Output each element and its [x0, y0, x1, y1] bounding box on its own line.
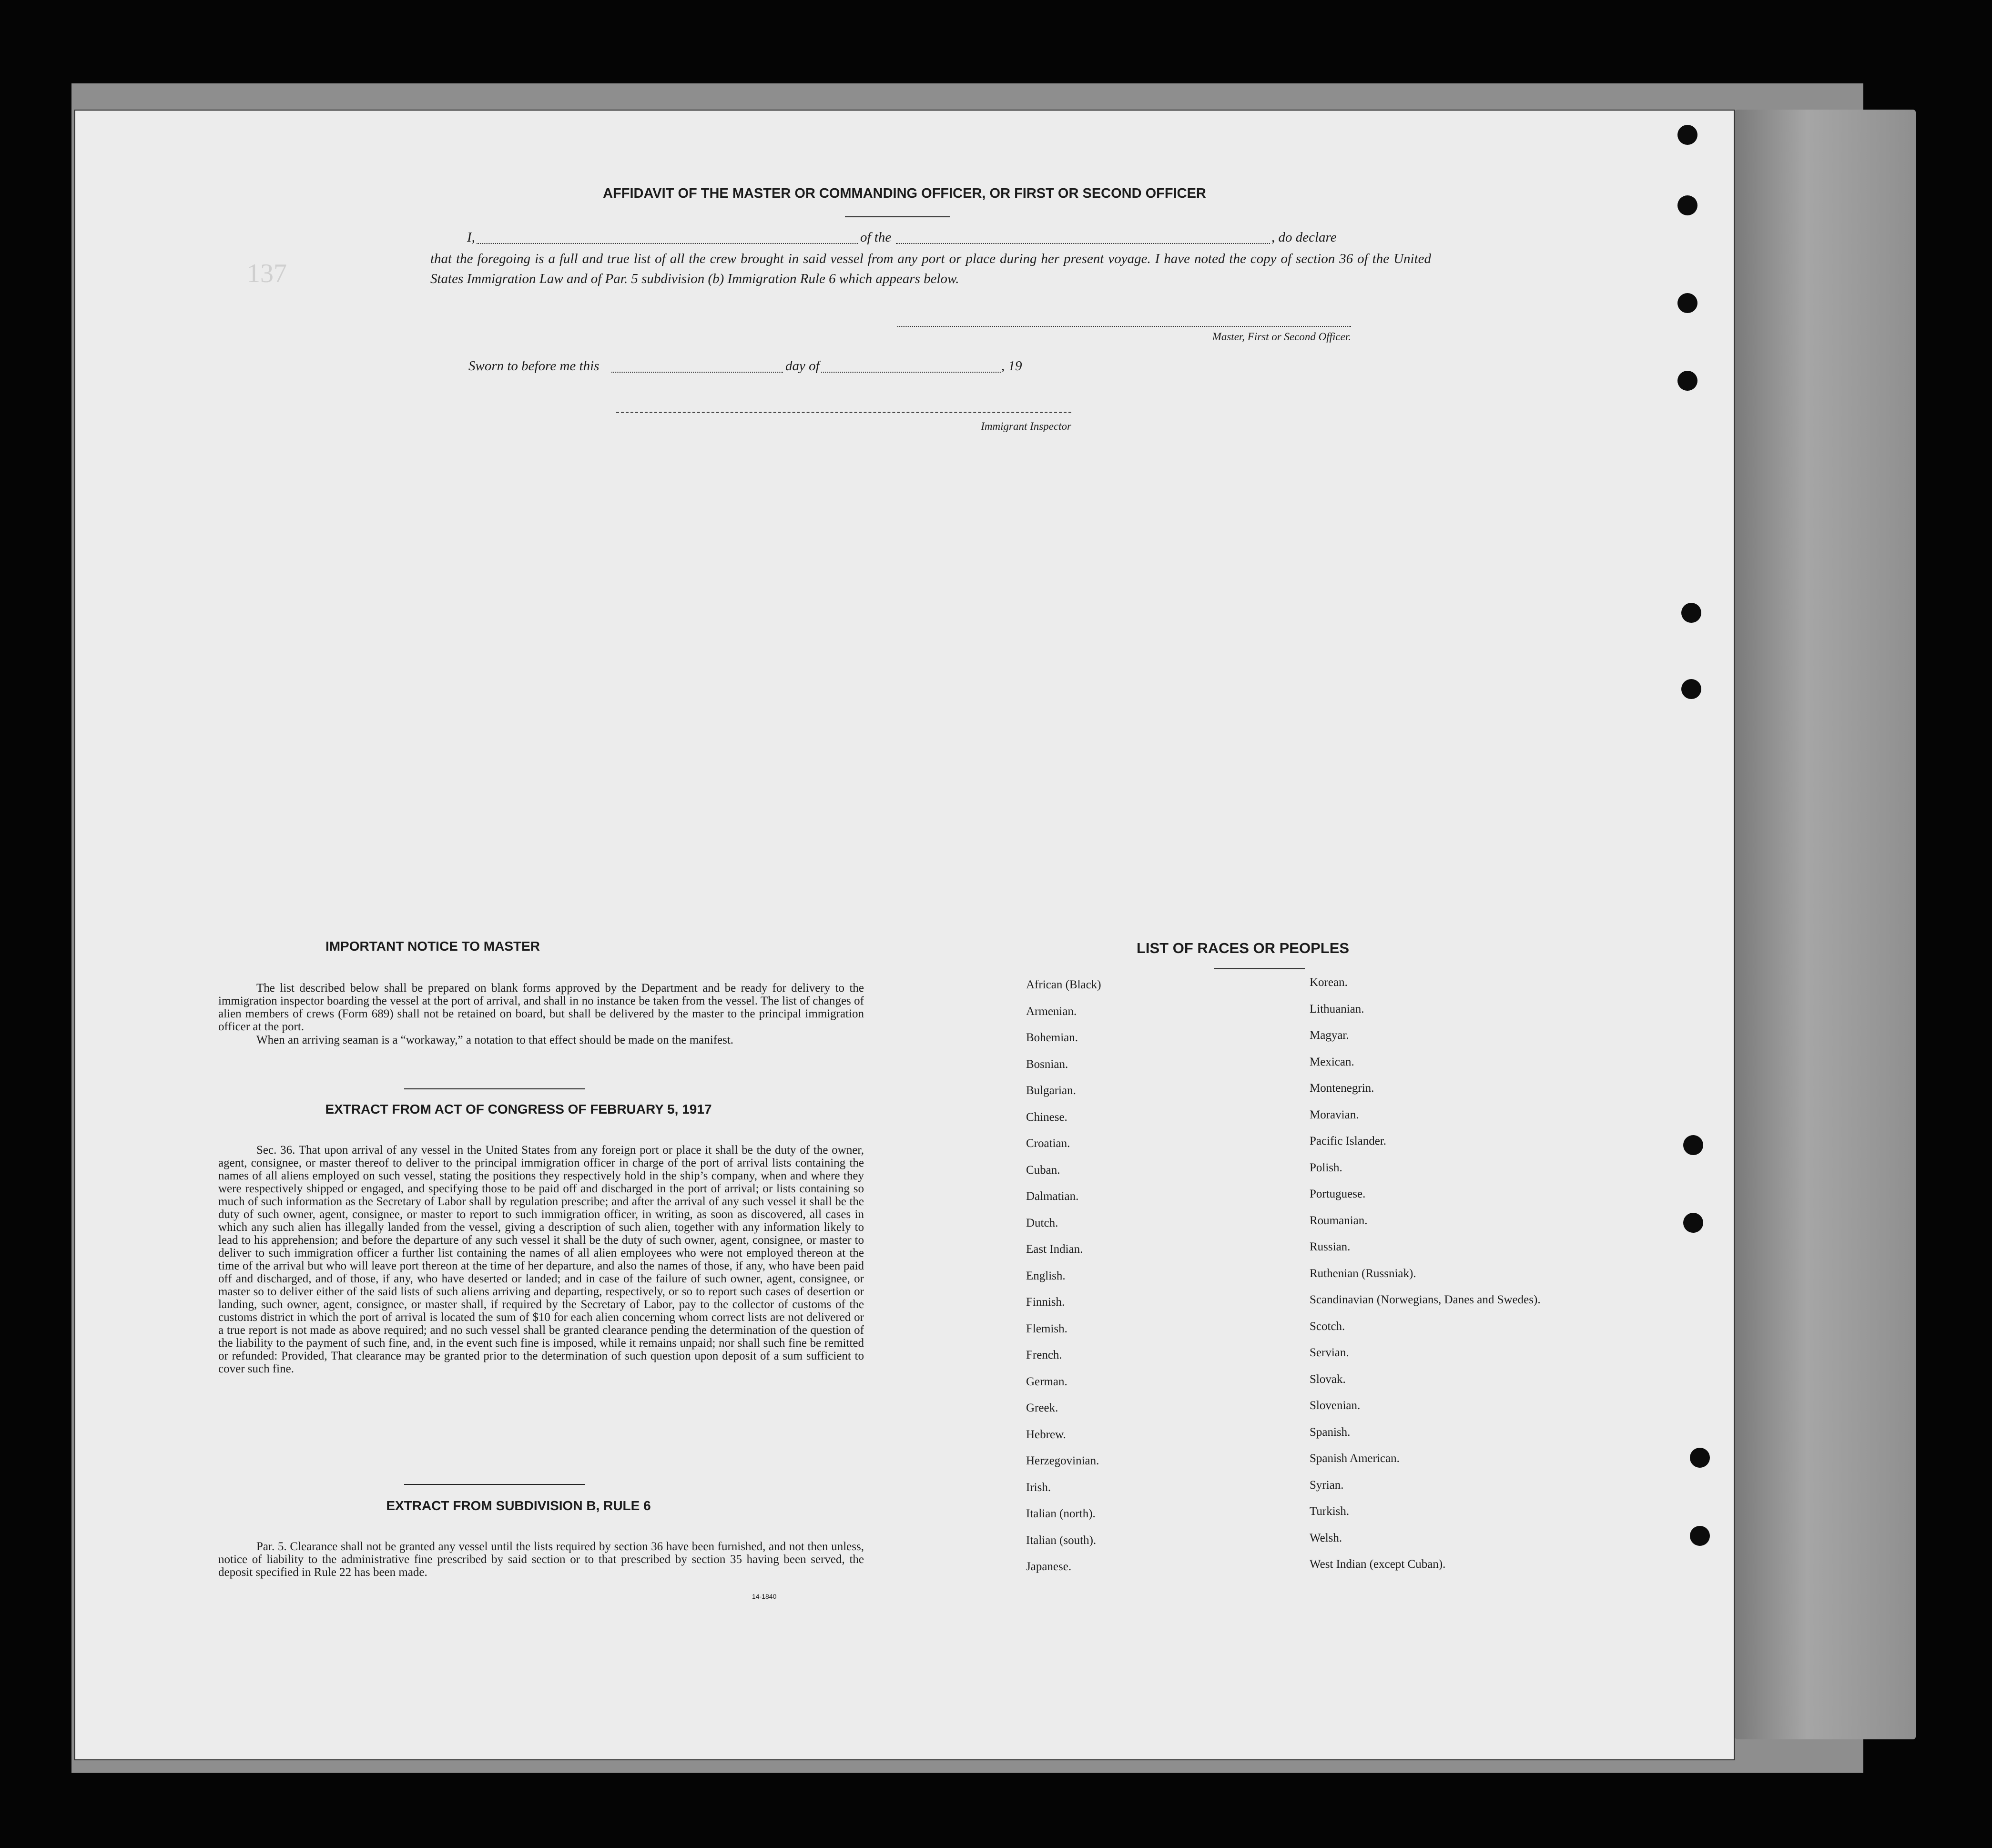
race-item: Chinese.: [1026, 1110, 1067, 1124]
rule-extract-title: EXTRACT FROM SUBDIVISION B, RULE 6: [386, 1498, 651, 1513]
notice-title: IMPORTANT NOTICE TO MASTER: [325, 939, 540, 954]
race-item: Spanish American.: [1310, 1452, 1400, 1465]
binder-hole: [1690, 1448, 1710, 1468]
race-item: Portuguese.: [1310, 1188, 1366, 1200]
do-declare-label: , do declare: [1271, 230, 1337, 245]
binder-hole: [1677, 195, 1697, 215]
race-item: Scandinavian (Norwegians, Danes and Swedes).: [1310, 1293, 1541, 1306]
title-underline: [845, 216, 950, 217]
race-item: Korean.: [1310, 976, 1348, 989]
binder-hole: [1683, 1213, 1703, 1233]
race-item: Italian (north).: [1026, 1507, 1096, 1520]
race-item: Dutch.: [1026, 1216, 1058, 1229]
race-item: Slovak.: [1310, 1372, 1346, 1386]
race-item: Montenegrin.: [1310, 1082, 1374, 1095]
notice-paragraph-2: When an arriving seaman is a “workaway,” a notation to that effect should be made on the manifest.: [256, 1034, 734, 1046]
sworn-day-field[interactable]: [611, 372, 783, 373]
binder-hole: [1681, 679, 1701, 699]
notice-paragraph-1: The list described below shall be prepared on blank forms approved by the Department and be ready for delivery to the immigration inspector boarding the vessel at the port of arrival, and shall in no instance be taken from the vessel. The list of changes of alien members of crews (Form 689) shall not be retained on board, but shall be delivered by the master to the principal immigration officer at the port.: [218, 982, 864, 1033]
race-item: Italian (south).: [1026, 1533, 1097, 1547]
i-label: I,: [467, 230, 475, 245]
binder-hole: [1677, 125, 1697, 145]
race-item: Russian.: [1310, 1240, 1351, 1253]
form-number: 14-1840: [752, 1593, 777, 1600]
officer-name-field[interactable]: [477, 243, 858, 244]
race-item: African (Black): [1026, 978, 1101, 991]
race-item: Slovenian.: [1310, 1399, 1361, 1412]
race-item: Mexican.: [1310, 1055, 1354, 1068]
day-of-label: day of: [785, 358, 820, 374]
race-item: Servian.: [1310, 1346, 1349, 1359]
race-item: Polish.: [1310, 1161, 1342, 1174]
divider: [404, 1088, 585, 1089]
race-item: Syrian.: [1310, 1478, 1344, 1492]
race-item: Flemish.: [1026, 1322, 1067, 1335]
act-extract-text: Sec. 36. That upon arrival of any vessel in the United States from any foreign port or place it shall be the duty of the owner, agent, consignee, or master thereof to deliver to the principal immigration officer in charge of the port of arrival lists containing the names of all aliens employed on such vessel, stating the positions they respectively hold in the ship’s company, when and where they were respectively shipped or engaged, and specifying those to be paid off and discharged in the port of arrival; or lists containing so much of such information as the Secretary of Labor shall by regulation prescribe; and after the arrival of any such vessel it shall be the duty of such owner, agent, consignee, or master to report to such immigration officer, in writing, as soon as discovered, all cases in which any such alien has illegally landed from the vessel, giving a description of such alien, together with any information likely to lead to his apprehension; and before the departure of any such vessel it shall be the duty of such owner, agent, consignee, or master to deliver to such immigration officer a further list containing the names of all alien employees who were not employed thereon at the time of the arrival but who will leave port thereon at the time of her departure, and also the names of those, if any, who have been paid off and discharged, and of those, if any, who have deserted or landed; and in case of the failure of such owner, agent, consignee, or master so to deliver either of the said lists of such aliens arriving and departing, respectively, or so to report such cases of desertion or landing, such owner, agent, consignee, or master shall, if required by the Secretary of Labor, pay to the collector of customs of the customs district in which the port of arrival is located the sum of $10 for each alien concerning whom correct lists are not delivered or a true report is not made as above required; and no such vessel shall be granted clearance pending the determination of the question of the liability to the payment of such fine, and, in the event such fine is imposed, while it remains unpaid; nor shall such fine be remitted or refunded: Provided, That clearance may be granted prior to the determination of such question upon deposit of a sum sufficient to cover such fine.: [218, 1144, 864, 1375]
race-item: English.: [1026, 1269, 1066, 1282]
binder-hole: [1681, 603, 1701, 623]
race-item: Herzegovinian.: [1026, 1454, 1099, 1467]
race-item: West Indian (except Cuban).: [1310, 1558, 1446, 1571]
year-label: , 19: [1001, 358, 1022, 374]
race-item: Moravian.: [1310, 1108, 1359, 1121]
race-item: German.: [1026, 1375, 1067, 1388]
race-item: Bosnian.: [1026, 1057, 1068, 1071]
sworn-line: [468, 358, 1136, 377]
divider: [404, 1484, 585, 1485]
binder-hole: [1677, 371, 1697, 391]
races-title: LIST OF RACES OR PEOPLES: [1136, 940, 1350, 956]
race-item: East Indian.: [1026, 1243, 1083, 1256]
inspector-signature-line[interactable]: [616, 412, 1071, 413]
race-item: Lithuanian.: [1310, 1002, 1364, 1015]
race-item: Spanish.: [1310, 1425, 1351, 1439]
races-underline: [1214, 968, 1305, 969]
document-page: [75, 111, 1734, 1759]
binder-hole: [1677, 293, 1697, 313]
sworn-month-field[interactable]: [821, 372, 1001, 373]
race-item: Turkish.: [1310, 1505, 1350, 1518]
race-item: Cuban.: [1026, 1163, 1060, 1177]
race-item: Roumanian.: [1310, 1214, 1368, 1227]
margin-mark: 137: [247, 259, 287, 288]
rule-extract-text: Par. 5. Clearance shall not be granted any vessel until the lists required by section 36 have been furnished, and not then unless, notice of liability to the administrative fine prescribed by said section or to that prescribed by section 35 having been served, the deposit specified in Rule 22 has been made.: [218, 1540, 864, 1579]
race-item: Ruthenian (Russniak).: [1310, 1267, 1416, 1280]
race-item: Dalmatian.: [1026, 1190, 1079, 1203]
race-item: French.: [1026, 1349, 1062, 1361]
race-item: Greek.: [1026, 1401, 1058, 1414]
inspector-caption: Immigrant Inspector: [981, 420, 1071, 432]
sworn-label: Sworn to before me this: [468, 358, 600, 374]
affidavit-declaration: that the foregoing is a full and true list of all the crew brought in said vessel from any port or place during her present voyage. I have noted the copy of section 36 of the United States Immigration Law and of Par. 5 subdivision (b) Immigration Rule 6 which appears below.: [430, 251, 1431, 286]
of-the-label: of the: [860, 230, 892, 245]
binder-hole: [1683, 1135, 1703, 1155]
officer-signature-line[interactable]: [897, 326, 1351, 327]
race-item: Magyar.: [1310, 1029, 1349, 1042]
race-item: Croatian.: [1026, 1137, 1070, 1150]
race-item: Bulgarian.: [1026, 1084, 1076, 1097]
race-item: Irish.: [1026, 1481, 1051, 1494]
affidavit-name-line: [467, 230, 1430, 249]
race-item: Bohemian.: [1026, 1031, 1078, 1044]
officer-caption: Master, First or Second Officer.: [1212, 331, 1351, 343]
race-item: Hebrew.: [1026, 1428, 1066, 1441]
affidavit-title: AFFIDAVIT OF THE MASTER OR COMMANDING OFFICER, OR FIRST OR SECOND OFFICER: [603, 186, 1206, 201]
race-item: Scotch.: [1310, 1320, 1345, 1333]
race-item: Japanese.: [1026, 1560, 1072, 1573]
act-extract-title: EXTRACT FROM ACT OF CONGRESS OF FEBRUARY 5, 1917: [325, 1102, 712, 1117]
race-item: Finnish.: [1026, 1296, 1065, 1309]
folder-flap: [1735, 110, 1916, 1739]
race-item: Welsh.: [1310, 1531, 1342, 1544]
vessel-name-field[interactable]: [896, 243, 1270, 244]
binder-hole: [1690, 1526, 1710, 1546]
race-item: Pacific Islander.: [1310, 1135, 1387, 1147]
race-item: Armenian.: [1026, 1005, 1077, 1018]
